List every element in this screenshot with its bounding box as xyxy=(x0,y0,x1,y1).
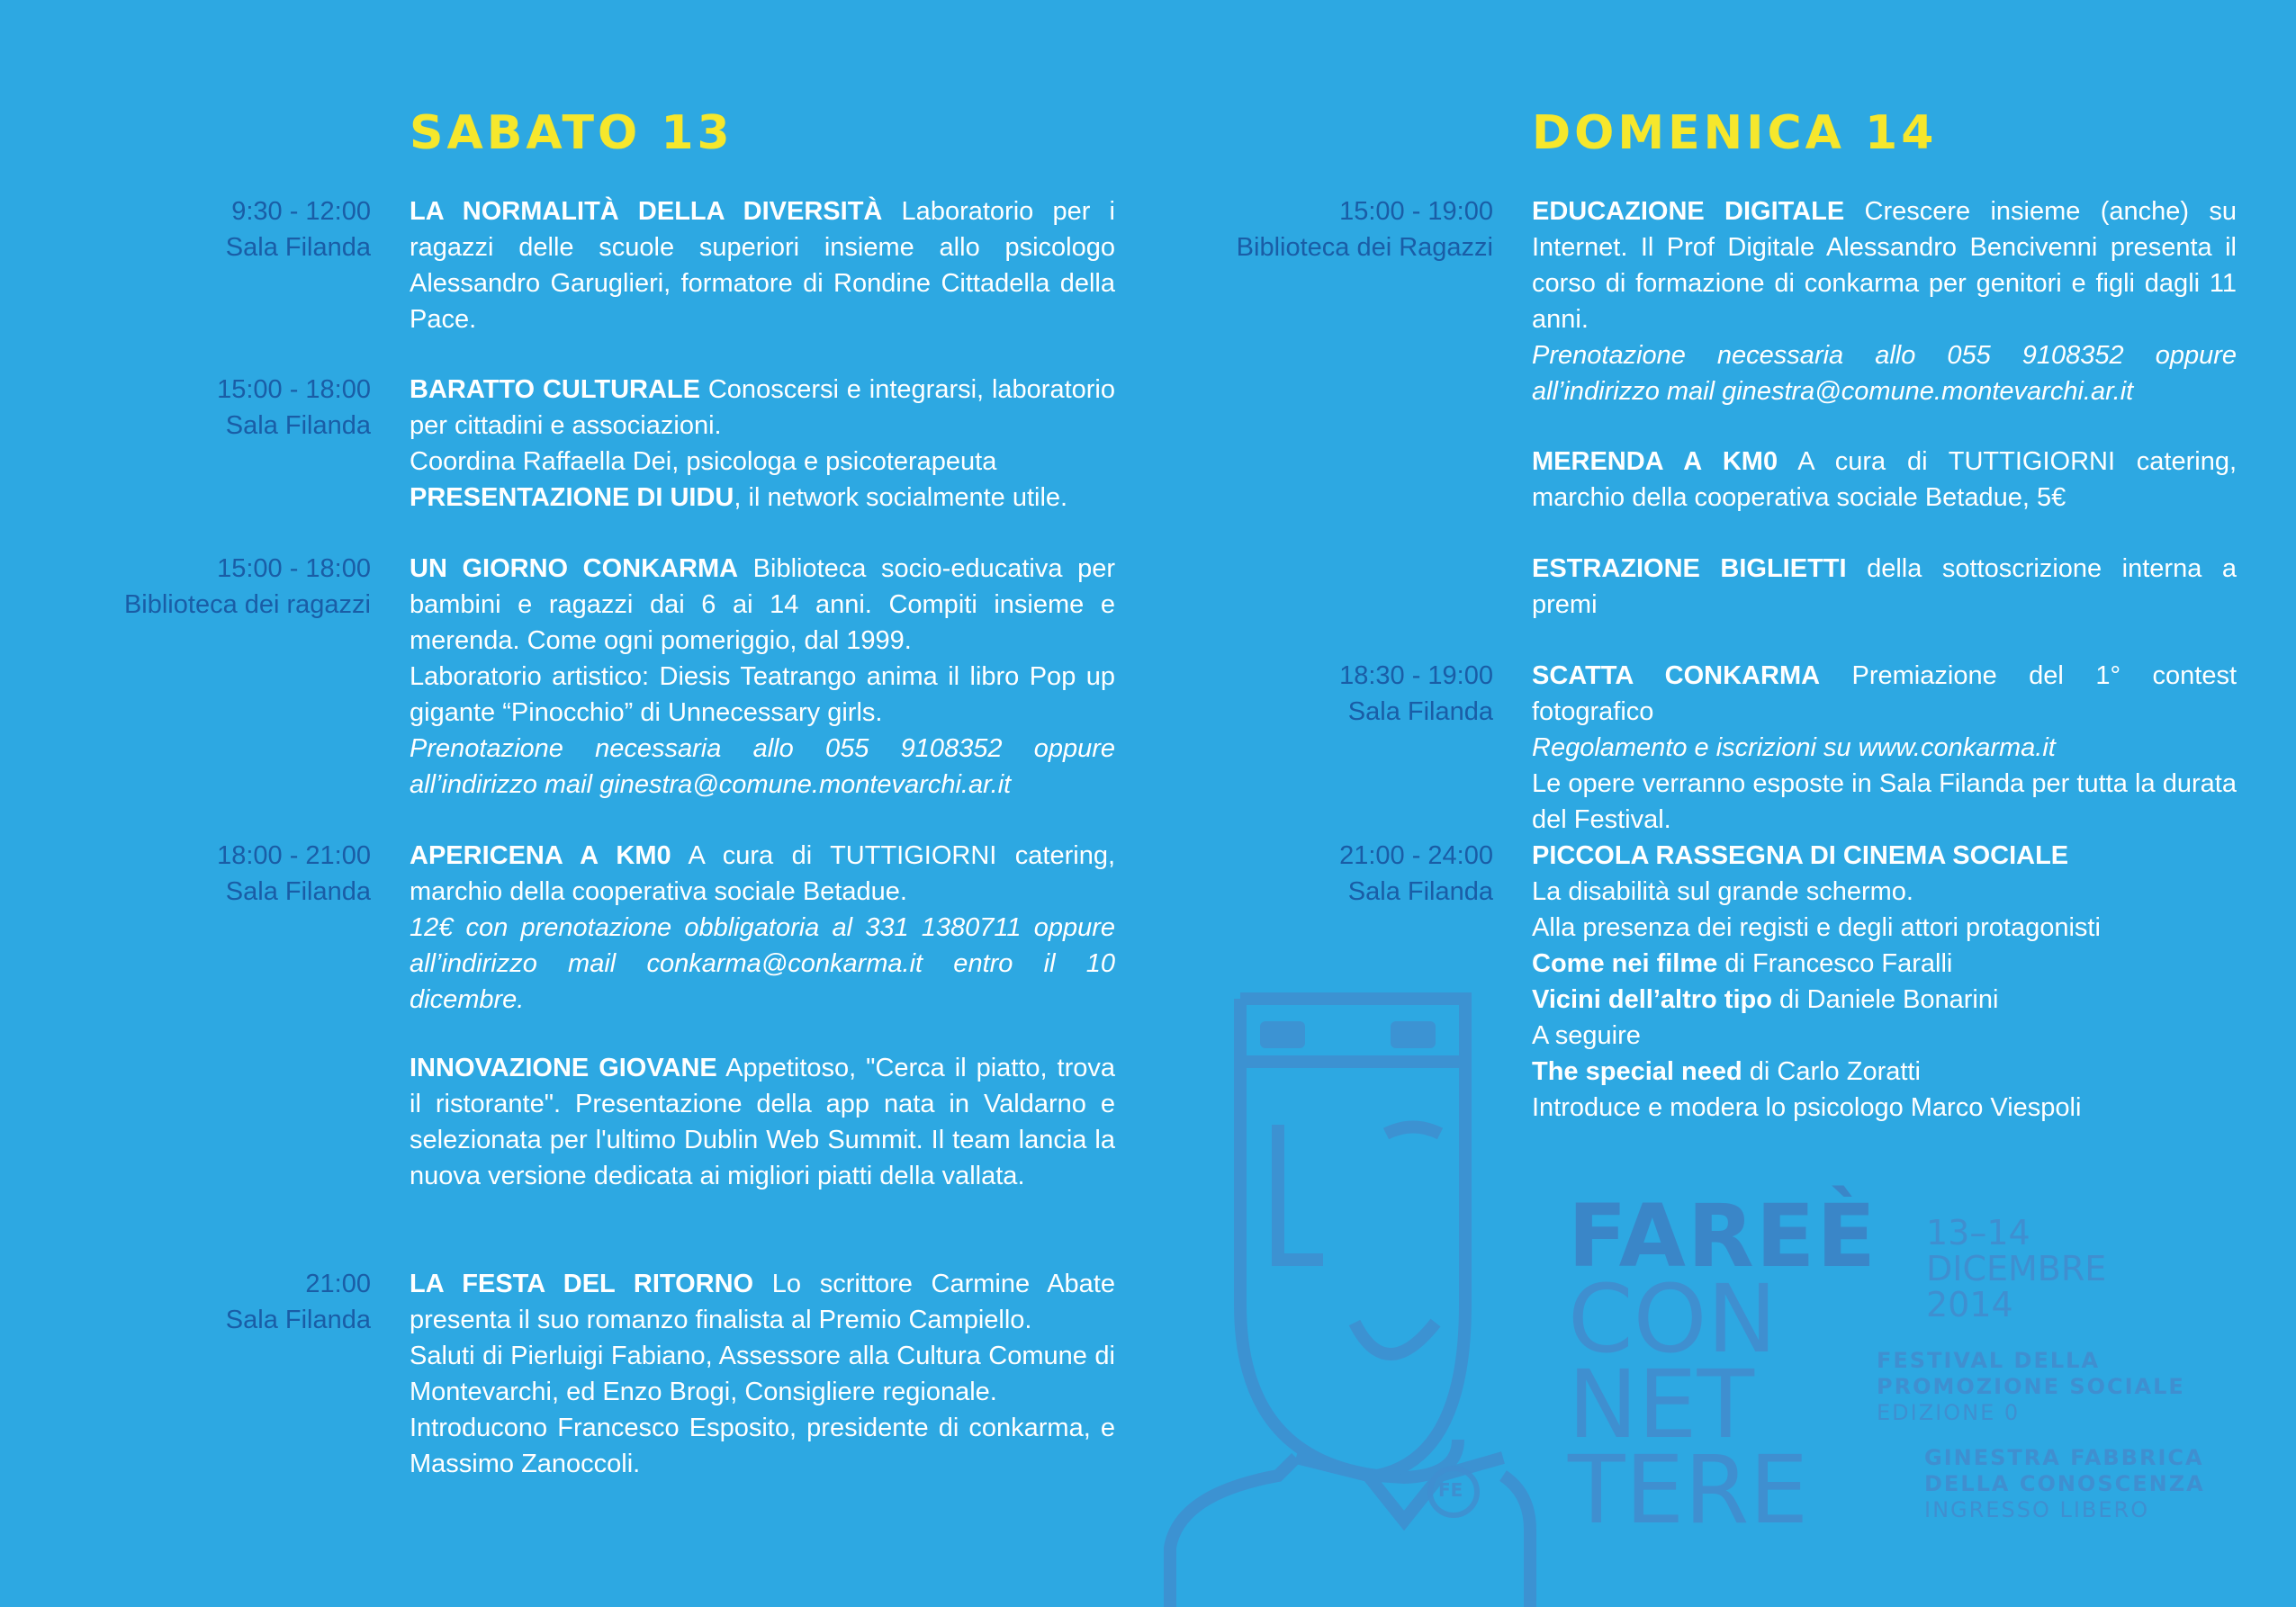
day-title-saturday: SABATO 13 xyxy=(410,106,734,160)
event-meta xyxy=(1080,658,1493,730)
event-title: LA FESTA DEL RITORNO xyxy=(410,1270,754,1298)
event-line xyxy=(1532,1018,2237,1054)
event-title: Come nei filme xyxy=(1532,949,1718,978)
event-line xyxy=(1532,337,2237,409)
event-meta xyxy=(1080,193,1493,265)
logo-word-tere: TERE xyxy=(1568,1435,1809,1545)
logo-tag-promozione: PROMOZIONE SOCIALE xyxy=(1877,1374,2185,1399)
logo-venue-1: GINESTRA FABBRICA xyxy=(1924,1445,2204,1470)
event-line xyxy=(1532,946,2237,982)
event-description xyxy=(1532,193,2237,409)
event-line xyxy=(1532,193,2237,337)
event-title: Vicini dell’altro tipo xyxy=(1532,985,1772,1014)
logo-venue-2: DELLA CONOSCENZA xyxy=(1924,1471,2205,1496)
event-place: Sala Filanda xyxy=(225,877,371,906)
event-place: Biblioteca dei Ragazzi xyxy=(1236,233,1493,262)
event-meta xyxy=(1080,838,1493,910)
event-place: Sala Filanda xyxy=(225,411,371,440)
event-text: Coordina Raffaella Dei, psicologa e psicoterapeuta xyxy=(410,447,997,476)
logo-date-month: DICEMBRE xyxy=(1926,1249,2107,1288)
event-text: Crescere insieme (anche) su Internet. Il Prof Digitale Alessandro Bencivenni presenta il corso di formazione di conkarma per genitori e figli dagli 11 anni. xyxy=(1532,197,2237,334)
event-description xyxy=(1532,444,2237,516)
event-description xyxy=(1532,658,2237,838)
event-title: BARATTO CULTURALE xyxy=(410,375,700,404)
event-line xyxy=(1532,551,2237,623)
event-place: Sala Filanda xyxy=(1347,697,1493,726)
event-text: La disabilità sul grande schermo. xyxy=(1532,877,1913,906)
event-text: , il network socialmente utile. xyxy=(734,483,1068,512)
event-text: della sottoscrizione interna a premi xyxy=(1532,554,2237,619)
logo-word-net: NET xyxy=(1568,1350,1755,1459)
event-description xyxy=(1532,838,2237,1126)
logo-date-days: 13–14 xyxy=(1926,1213,2030,1252)
event-description xyxy=(1532,551,2237,623)
event-note: Prenotazione necessaria allo 055 9108352 oppure all’indirizzo mail ginestra@comune.montevarchi.ar.it xyxy=(410,734,1115,799)
event-time: 21:00 xyxy=(305,1270,371,1298)
event-place: Sala Filanda xyxy=(225,233,371,262)
event-title: PRESENTAZIONE DI UIDU xyxy=(410,483,734,512)
event-title: PICCOLA RASSEGNA DI CINEMA SOCIALE xyxy=(1532,841,2069,870)
badge-text: FE xyxy=(1438,1479,1463,1501)
event-text: Biblioteca socio-educativa per bambini e ragazzi dai 6 ai 14 anni. Compiti insieme e merenda. Come ogni pomeriggio, dal 1999. xyxy=(410,554,1115,655)
event-line xyxy=(1532,1090,2237,1126)
event-text: Appetitoso, "Cerca il piatto, trova il ristorante". Presentazione della app nata in Valdarno e selezionata per l'ultimo Dublin Web Summit. Il team lancia la nuova versione dedicata ai migliori piatti della vallata. xyxy=(410,1054,1115,1190)
logo-tag-festival: FESTIVAL DELLA xyxy=(1877,1348,2101,1373)
logo-venue-3: INGRESSO LIBERO xyxy=(1924,1497,2150,1522)
event-text: Laboratorio per i ragazzi delle scuole superiori insieme allo psicologo Alessandro Garuglieri, formatore di Rondine Cittadella della Pace. xyxy=(410,197,1115,334)
event-text: A cura di TUTTIGIORNI catering, marchio della cooperativa sociale Betadue. xyxy=(410,841,1116,906)
event-line xyxy=(1532,874,2237,910)
event-title: MERENDA A KM0 xyxy=(1532,447,1778,476)
event-text: Laboratorio artistico: Diesis Teatrango anima il libro Pop up gigante “Pinocchio” di Unnecessary girls. xyxy=(410,662,1115,727)
logo-word-con: CON xyxy=(1568,1264,1778,1374)
event-text: Saluti di Pierluigi Fabiano, Assessore alla Cultura Comune di Montevarchi, ed Enzo Brogi, Consigliere regionale. xyxy=(410,1342,1115,1406)
event-text: Lo scrittore Carmine Abate presenta il suo romanzo finalista al Premio Campiello. xyxy=(410,1270,1116,1334)
event-title: INNOVAZIONE GIOVANE xyxy=(410,1054,717,1082)
event-text: A cura di TUTTIGIORNI catering, marchio della cooperativa sociale Betadue, 5€ xyxy=(1532,447,2237,512)
event-title: LA NORMALITÀ DELLA DIVERSITÀ xyxy=(410,197,883,226)
event-title: UN GIORNO CONKARMA xyxy=(410,554,739,583)
event-text: Introduce e modera lo psicologo Marco Viespoli xyxy=(1532,1093,2082,1122)
event-line xyxy=(1532,766,2237,838)
event-line xyxy=(1532,658,2237,730)
event-line xyxy=(1532,1054,2237,1090)
event-line xyxy=(1532,730,2237,766)
event-place: Biblioteca dei ragazzi xyxy=(123,590,371,619)
event-place: Sala Filanda xyxy=(225,1306,371,1334)
event-text: di Francesco Faralli xyxy=(1717,949,1953,978)
event-line xyxy=(1532,444,2237,516)
event-title: SCATTA CONKARMA xyxy=(1532,661,1821,690)
event-text: Conoscersi e integrarsi, laboratorio per cittadini e associazioni. xyxy=(410,375,1115,440)
event-time: 18:30 - 19:00 xyxy=(1339,661,1493,690)
event-time: 15:00 - 18:00 xyxy=(217,554,371,583)
event-line xyxy=(1532,838,2237,874)
event-note: 12€ con prenotazione obbligatoria al 331 1380711 oppure all’indirizzo mail conkarma@conkarma.it entro il 10 dicembre. xyxy=(410,913,1115,1014)
event-title: EDUCAZIONE DIGITALE xyxy=(1532,197,1845,226)
event-title: The special need xyxy=(1532,1057,1742,1086)
event-title: ESTRAZIONE BIGLIETTI xyxy=(1532,554,1847,583)
event-text: di Daniele Bonarini xyxy=(1771,985,1999,1014)
event-text: di Carlo Zoratti xyxy=(1742,1057,1921,1086)
event-text: Premiazione del 1° contest fotografico xyxy=(1532,661,2237,726)
event-time: 9:30 - 12:00 xyxy=(231,197,371,226)
logo-date-year: 2014 xyxy=(1926,1285,2013,1324)
event-time: 15:00 - 19:00 xyxy=(1339,197,1493,226)
event-note: Prenotazione necessaria allo 055 9108352 oppure all’indirizzo mail ginestra@comune.montevarchi.ar.it xyxy=(1532,341,2237,406)
event-line xyxy=(1532,982,2237,1018)
day-title-sunday: DOMENICA 14 xyxy=(1532,106,1938,160)
event-text: Introducono Francesco Esposito, presidente di conkarma, e Massimo Zanoccoli. xyxy=(410,1414,1115,1478)
event-title: APERICENA A KM0 xyxy=(410,841,671,870)
event-text: Le opere verranno esposte in Sala Filanda per tutta la durata del Festival. xyxy=(1532,769,2237,834)
event-text: A seguire xyxy=(1532,1021,1641,1050)
event-time: 21:00 - 24:00 xyxy=(1339,841,1493,870)
logo-word-faree: FAREÈ xyxy=(1568,1186,1877,1287)
logo-tag-edizione: EDIZIONE 0 xyxy=(1877,1400,2021,1425)
event-line xyxy=(1532,910,2237,946)
event-time: 15:00 - 18:00 xyxy=(217,375,371,404)
event-place: Sala Filanda xyxy=(1347,877,1493,906)
event-text: Alla presenza dei registi e degli attori protagonisti xyxy=(1532,913,2101,942)
event-note: Regolamento e iscrizioni su www.conkarma.it xyxy=(1532,733,2056,762)
event-time: 18:00 - 21:00 xyxy=(217,841,371,870)
